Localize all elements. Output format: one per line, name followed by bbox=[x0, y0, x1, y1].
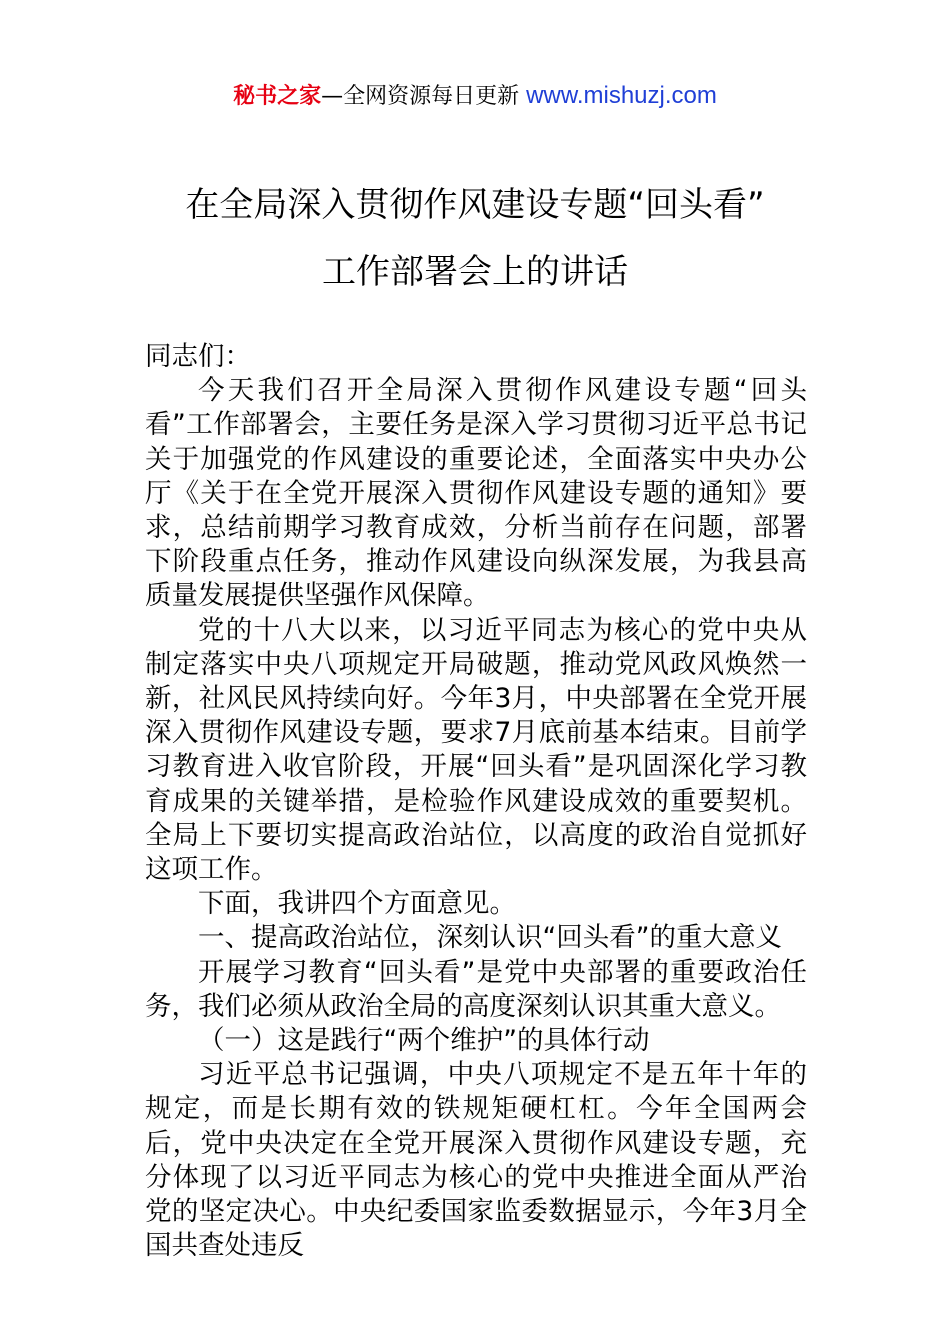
body-paragraph: 习近平总书记强调，中央八项规定不是五年十年的规定，而是长期有效的铁规矩硬杠杠。今年全国两会后，党中央决定在全党开展深入贯彻作风建设专题，充分体现了以习近平同志为核心的党中央推进全面从严治党的坚定决心。中央纪委国家监委数据显示，今年3月全国共查处违反 bbox=[145, 1059, 807, 1262]
subsection-heading: （一）这是践行“两个维护”的具体行动 bbox=[198, 1025, 650, 1057]
site-url-link[interactable]: www.mishuzj.com bbox=[526, 82, 717, 109]
body-paragraph: 今天我们召开全局深入贯彻作风建设专题“回头看”工作部署会，主要任务是深入学习贯彻习近平总书记关于加强党的作风建设的重要论述，全面落实中央办公厅《关于在全党开展深入贯彻作风建设专题的通知》要求，总结前期学习教育成效，分析当前存在问题，部署下阶段重点任务，推动作风建设向纵深发展，为我县高质量发展提供坚强作风保障。 bbox=[145, 375, 807, 612]
header-tagline: —全网资源每日更新 bbox=[321, 84, 520, 109]
document-title-line1: 在全局深入贯彻作风建设专题“回头看” bbox=[185, 185, 765, 225]
body-paragraph: 党的十八大以来，以习近平同志为核心的党中央从制定落实中央八项规定开局破题，推动党风政风焕然一新，社风民风持续向好。今年3月，中央部署在全党开展深入贯彻作风建设专题，要求7月底前基本结束。目前学习教育进入收官阶段，开展“回头看”是巩固深化学习教育成果的关键举措，是检验作风建设成效的重要契机。全局上下要切实提高政治站位，以高度的政治自觉抓好这项工作。 bbox=[145, 614, 807, 886]
document-title-line2: 工作部署会上的讲话 bbox=[322, 252, 628, 292]
body-paragraph: 开展学习教育“回头看”是党中央部署的重要政治任务，我们必须从政治全局的高度深刻认识其重大意义。 bbox=[145, 956, 807, 1022]
section-heading: 一、提高政治站位，深刻认识“回头看”的重大意义 bbox=[198, 922, 782, 954]
document-body bbox=[145, 340, 807, 1263]
site-header bbox=[0, 80, 950, 113]
brand-name: 秘书之家 bbox=[233, 84, 322, 109]
salutation: 同志们： bbox=[145, 341, 251, 372]
body-paragraph: 下面，我讲四个方面意见。 bbox=[198, 888, 516, 920]
